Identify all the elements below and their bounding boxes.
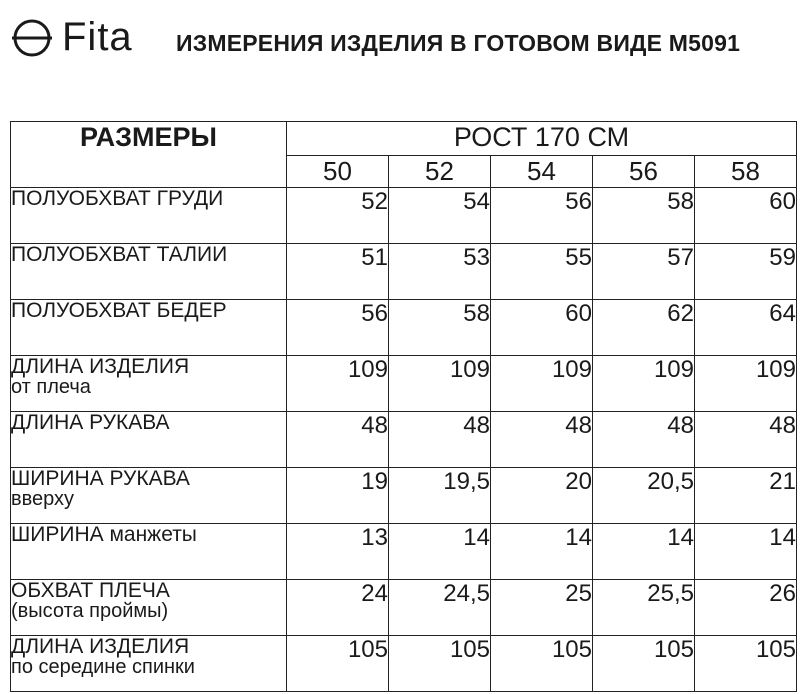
measurement-label: ДЛИНА ИЗДЕЛИЯ: [11, 635, 190, 658]
table-row: [11, 300, 797, 356]
measurement-value: 54: [389, 188, 491, 244]
measurement-value: 55: [491, 244, 593, 300]
measurement-value: 25: [491, 580, 593, 636]
measurement-value: 53: [389, 244, 491, 300]
fita-logo-icon: [10, 16, 54, 60]
measurement-value: 24,5: [389, 580, 491, 636]
measurement-sublabel: вверху: [11, 488, 75, 510]
measurement-value: 48: [491, 412, 593, 468]
measurement-value: 19,5: [389, 468, 491, 524]
measurement-value: 105: [695, 636, 797, 692]
header: [10, 14, 795, 64]
measurement-label-cell: [11, 468, 287, 524]
measurement-value: 109: [287, 356, 389, 412]
measurement-value: 56: [491, 188, 593, 244]
measurement-value: 24: [287, 580, 389, 636]
measurement-label: ПОЛУОБХВАТ ТАЛИИ: [11, 243, 228, 266]
measurement-sublabel: (высота проймы): [11, 600, 169, 622]
measurement-value: 48: [593, 412, 695, 468]
table-row: [11, 524, 797, 580]
size-column-header: 56: [593, 156, 695, 188]
measurement-value: 109: [695, 356, 797, 412]
measurement-value: 20: [491, 468, 593, 524]
measurement-value: 48: [287, 412, 389, 468]
measurement-sublabel: по середине спинки: [11, 656, 195, 678]
size-table: [10, 121, 797, 692]
sizes-header: РАЗМЕРЫ: [11, 122, 287, 188]
measurement-value: 20,5: [593, 468, 695, 524]
measurement-value: 26: [695, 580, 797, 636]
measurement-value: 56: [287, 300, 389, 356]
measurement-label-cell: [11, 244, 287, 300]
size-column-header: 50: [287, 156, 389, 188]
measurement-label-cell: [11, 580, 287, 636]
table-row: [11, 580, 797, 636]
measurement-value: 57: [593, 244, 695, 300]
measurement-label-cell: [11, 412, 287, 468]
measurement-value: 58: [389, 300, 491, 356]
measurement-value: 14: [695, 524, 797, 580]
size-column-header: 58: [695, 156, 797, 188]
measurement-value: 64: [695, 300, 797, 356]
brand-logo: [10, 14, 170, 64]
measurement-label-cell: [11, 356, 287, 412]
measurement-value: 105: [491, 636, 593, 692]
measurement-label: ШИРИНА РУКАВА: [11, 467, 190, 490]
measurement-value: 48: [389, 412, 491, 468]
measurement-label-cell: [11, 300, 287, 356]
height-header: РОСТ 170 СМ: [287, 122, 797, 156]
measurement-value: 109: [593, 356, 695, 412]
table-row: [11, 412, 797, 468]
size-column-header: 52: [389, 156, 491, 188]
measurement-sublabel: от плеча: [11, 376, 91, 398]
measurement-label-cell: [11, 524, 287, 580]
measurement-value: 60: [695, 188, 797, 244]
measurement-value: 52: [287, 188, 389, 244]
table-row: [11, 244, 797, 300]
measurement-label: ПОЛУОБХВАТ ГРУДИ: [11, 187, 224, 210]
measurement-value: 14: [593, 524, 695, 580]
measurement-value: 13: [287, 524, 389, 580]
measurement-value: 48: [695, 412, 797, 468]
measurement-value: 109: [491, 356, 593, 412]
table-row: [11, 468, 797, 524]
table-row: [11, 188, 797, 244]
measurement-label: ОБХВАТ ПЛЕЧА: [11, 579, 170, 602]
measurement-value: 25,5: [593, 580, 695, 636]
measurement-label: ПОЛУОБХВАТ БЕДЕР: [11, 299, 227, 322]
table-row: [11, 356, 797, 412]
measurement-value: 59: [695, 244, 797, 300]
measurement-label-cell: [11, 636, 287, 692]
measurement-value: 109: [389, 356, 491, 412]
measurement-value: 14: [491, 524, 593, 580]
measurement-value: 105: [287, 636, 389, 692]
measurement-label: ДЛИНА РУКАВА: [11, 411, 170, 434]
measurement-value: 21: [695, 468, 797, 524]
measurement-value: 19: [287, 468, 389, 524]
measurement-value: 60: [491, 300, 593, 356]
measurement-value: 62: [593, 300, 695, 356]
brand-name: Fita: [62, 15, 133, 59]
measurement-rows: [11, 188, 797, 692]
measurement-label-cell: [11, 188, 287, 244]
measurement-label: ДЛИНА ИЗДЕЛИЯ: [11, 355, 190, 378]
table-row: [11, 636, 797, 692]
measurement-value: 105: [389, 636, 491, 692]
measurement-label: ШИРИНА манжеты: [11, 523, 197, 546]
measurement-value: 14: [389, 524, 491, 580]
page-title: ИЗМЕРЕНИЯ ИЗДЕЛИЯ В ГОТОВОМ ВИДЕ М5091: [176, 30, 741, 56]
measurement-value: 51: [287, 244, 389, 300]
measurement-value: 58: [593, 188, 695, 244]
measurement-value: 105: [593, 636, 695, 692]
size-column-header: 54: [491, 156, 593, 188]
